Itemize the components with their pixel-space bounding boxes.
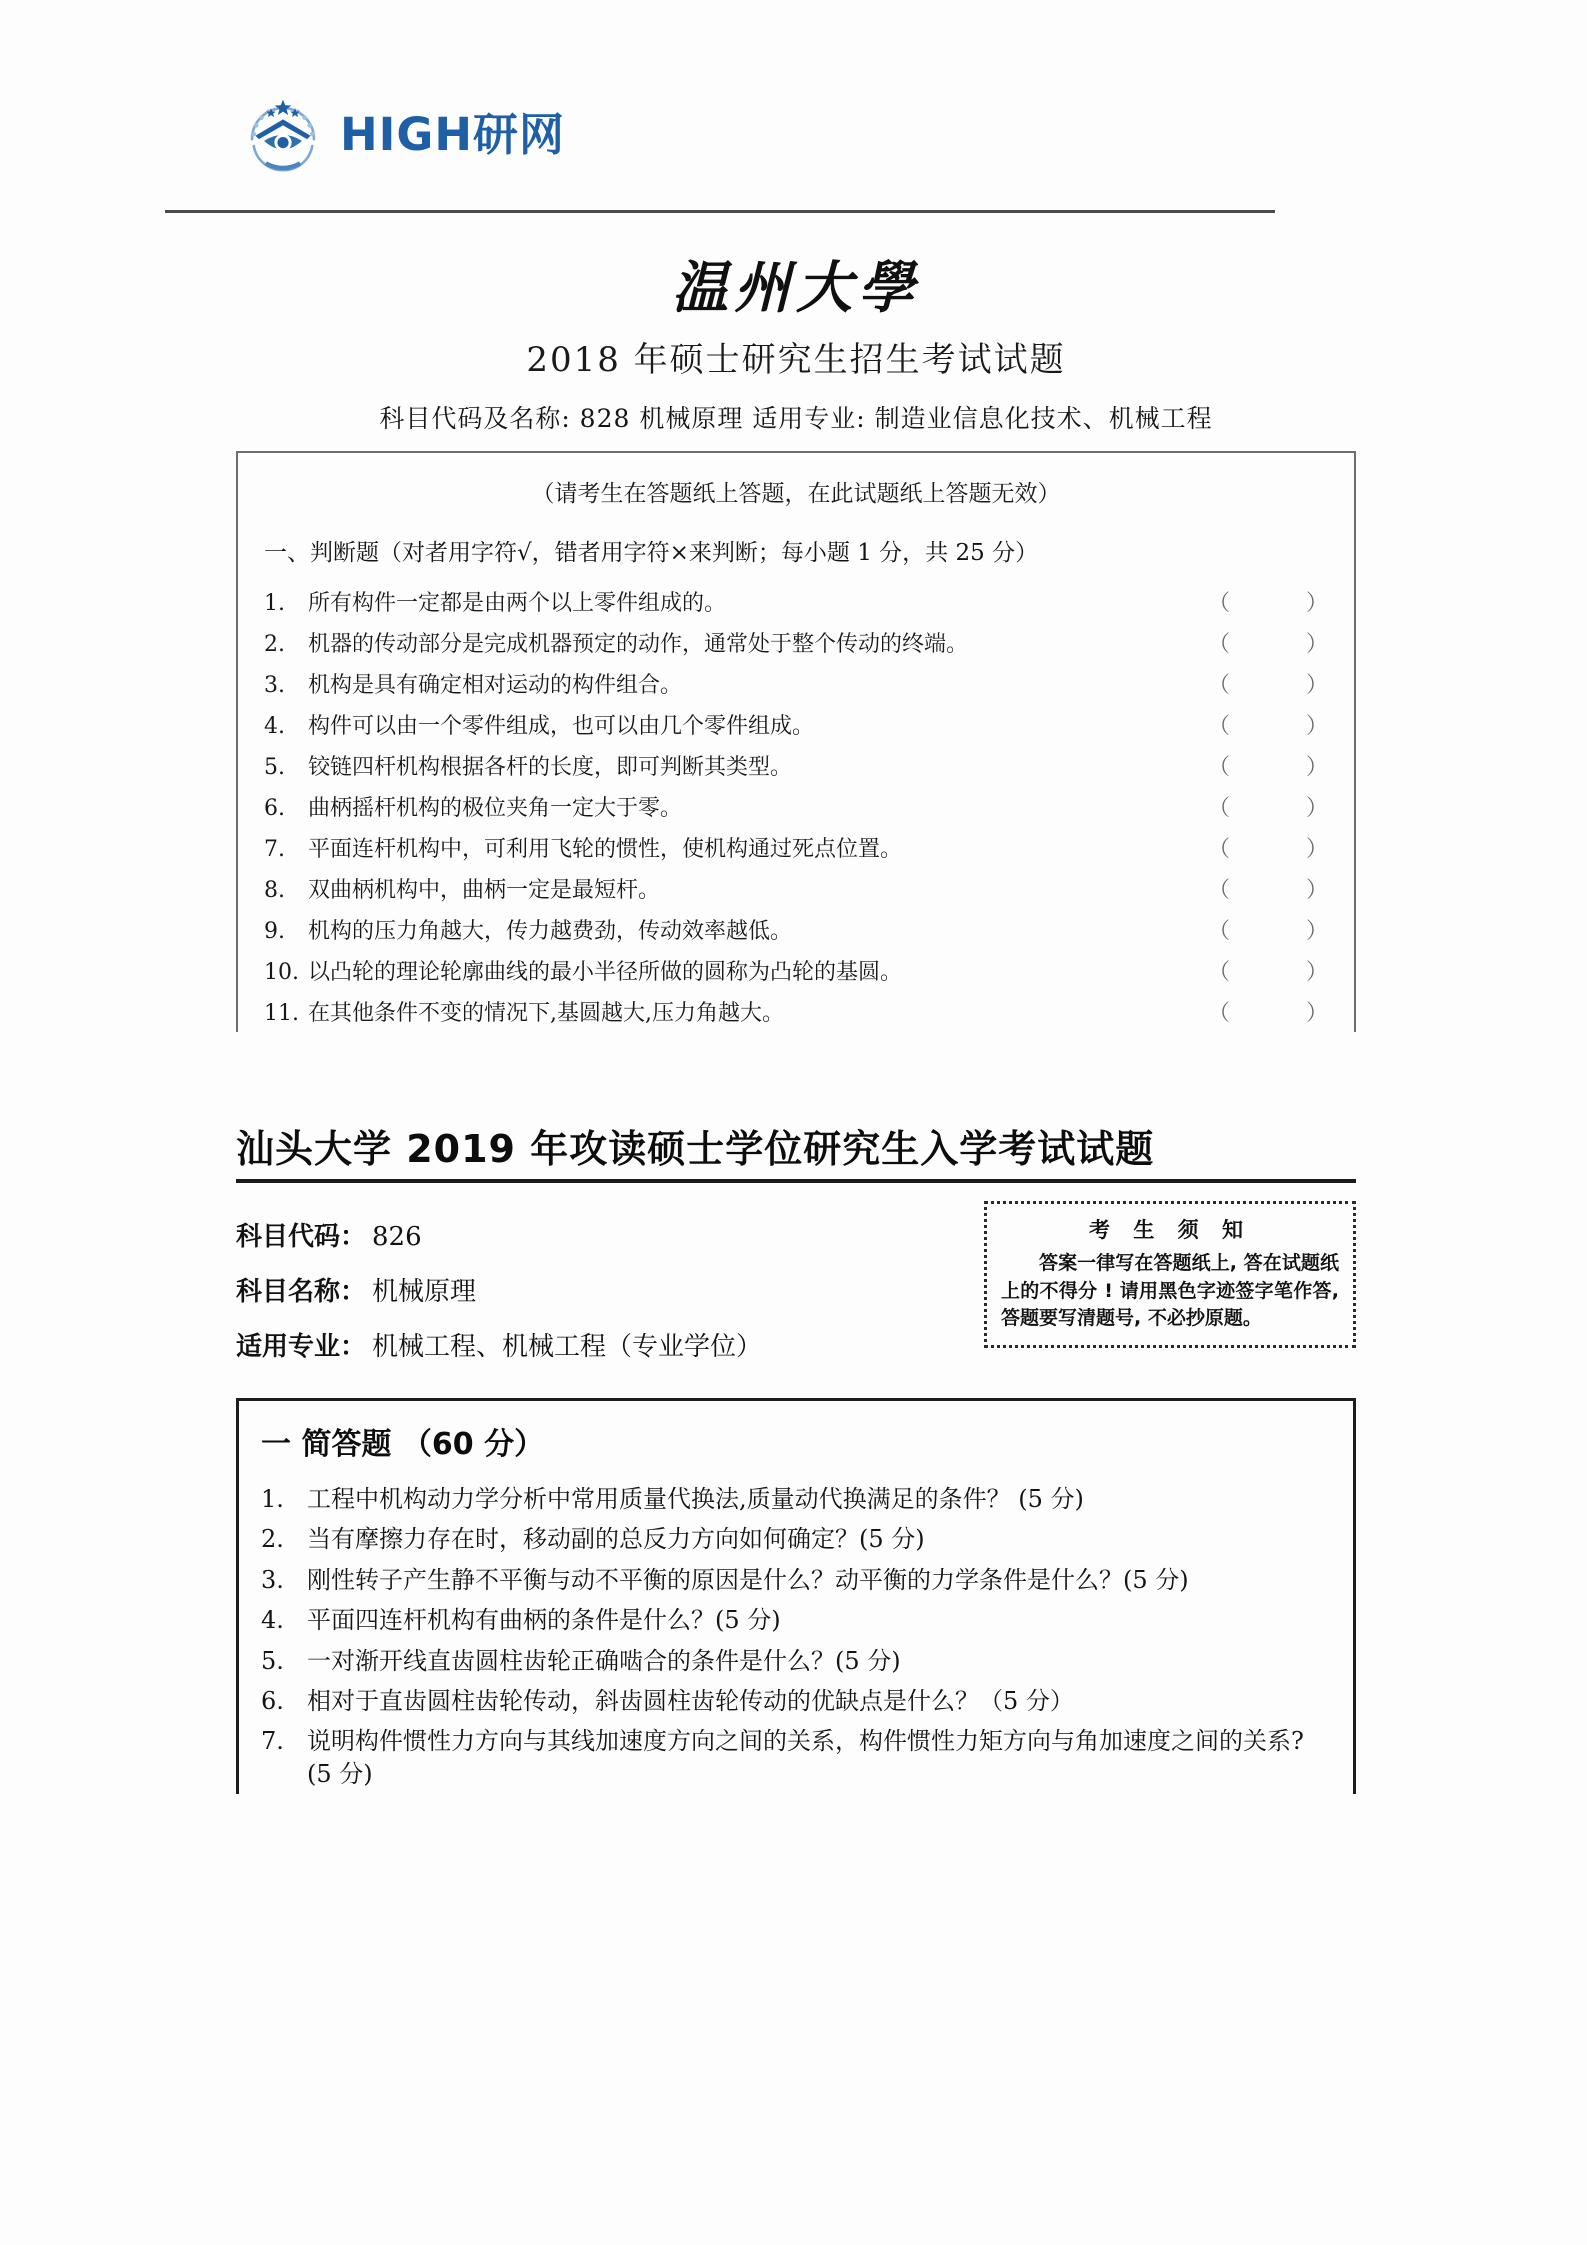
question-text: 双曲柄机构中，曲柄一定是最短杆。 (308, 877, 661, 903)
answer-blank[interactable] (1208, 955, 1328, 986)
graduation-eye-emblem-icon (240, 91, 326, 177)
question-number: 3. (261, 1565, 284, 1594)
paren-close: ） (1305, 672, 1328, 698)
question-number: 4. (261, 1606, 284, 1635)
short-answer-frame (236, 1398, 1356, 1794)
question-text: 平面连杆机构中，可利用飞轮的惯性，使机构通过死点位置。 (308, 836, 903, 862)
paren-close: ） (1305, 836, 1328, 862)
list-item (261, 1600, 1331, 1640)
site-logo[interactable] (240, 88, 1340, 180)
list-item (264, 622, 1328, 663)
answer-blank[interactable] (1208, 586, 1328, 617)
question-number: 11. (264, 1000, 299, 1026)
question-number: 5. (261, 1646, 284, 1675)
paren-close: ） (1305, 590, 1328, 616)
answer-blank[interactable] (1208, 709, 1328, 740)
question-text: 机构的压力角越大，传力越费劲，传动效率越低。 (308, 918, 793, 944)
question-text: 以凸轮的理论轮廓曲线的最小半径所做的圆称为凸轮的基圆。 (308, 959, 903, 985)
paren-open: （ (1208, 918, 1231, 944)
meta-label: 科目代码： (236, 1222, 367, 1252)
question-text: 机器的传动部分是完成机器预定的动作，通常处于整个传动的终端。 (308, 631, 969, 657)
paren-close: ） (1305, 713, 1328, 739)
paren-close: ） (1305, 795, 1328, 821)
question-number: 2. (264, 631, 285, 657)
paren-close: ） (1305, 631, 1328, 657)
list-item (264, 745, 1328, 786)
answer-blank[interactable] (1208, 791, 1328, 822)
answer-blank[interactable] (1208, 832, 1328, 863)
question-number: 9. (264, 918, 285, 944)
list-item (264, 827, 1328, 868)
paren-close: ） (1305, 959, 1328, 985)
question-text: 机构是具有确定相对运动的构件组合。 (308, 672, 683, 698)
meta-value: 机械工程、机械工程（专业学位） (372, 1332, 763, 1362)
question-text: 在其他条件不变的情况下,基圆越大,压力角越大。 (308, 1000, 784, 1026)
paren-open: （ (1208, 672, 1231, 698)
paren-close: ） (1305, 877, 1328, 903)
section-heading-short-answer: 一 简答题 （60 分） (261, 1427, 545, 1462)
question-text: 工程中机构动力学分析中常用质量代换法,质量动代换满足的条件？ (5 分) (307, 1485, 1084, 1513)
meta-subject-name (236, 1262, 954, 1317)
list-item (261, 1479, 1331, 1519)
page-title: 汕头大学 2019 年攻读硕士学位研究生入学考试试题 (236, 1127, 1155, 1171)
question-number: 1. (261, 1485, 284, 1513)
university-name: 温州大學 (672, 255, 920, 321)
list-item (261, 1681, 1331, 1721)
question-text: 一对渐开线直齿圆柱齿轮正确啮合的条件是什么？(5 分) (307, 1646, 901, 1675)
question-text: 构件可以由一个零件组成，也可以由几个零件组成。 (308, 713, 815, 739)
meta-label: 科目名称： (236, 1277, 367, 1307)
question-number: 4. (264, 713, 285, 739)
meta-value: 机械原理 (372, 1277, 477, 1307)
list-item (261, 1519, 1331, 1559)
list-item (264, 786, 1328, 827)
question-number: 3. (264, 672, 285, 698)
list-item (264, 868, 1328, 909)
question-text: 曲柄摇杆机构的极位夹角一定大于零。 (308, 795, 683, 821)
question-number: 1. (264, 590, 285, 616)
question-text: 铰链四杆机构根据各杆的长度，即可判断其类型。 (308, 754, 793, 780)
exam-meta-row (236, 1201, 1356, 1372)
question-text: 相对于直齿圆柱齿轮传动，斜齿圆柱齿轮传动的优缺点是什么？（5 分） (307, 1686, 1074, 1715)
site-header (240, 88, 1340, 218)
section-heading-true-false: 一、判断题（对者用字符√，错者用字符×来判断；每小题 1 分，共 25 分） (264, 539, 1039, 566)
question-number: 2. (261, 1525, 284, 1554)
paren-close: ） (1305, 754, 1328, 780)
paren-open: （ (1208, 713, 1231, 739)
paren-open: （ (1208, 877, 1231, 903)
subject-code-line: 科目代码及名称: 828 机械原理 适用专业: 制造业信息化技术、机械工程 (379, 403, 1213, 433)
list-item (264, 909, 1328, 950)
paren-open: （ (1208, 795, 1231, 821)
shantou-exam-paper (236, 1118, 1356, 1794)
question-text: 当有摩擦力存在时，移动副的总反力方向如何确定？(5 分) (307, 1525, 925, 1554)
exam-content-frame (236, 451, 1356, 1032)
title-divider (236, 1179, 1356, 1183)
notice-body: 答案一律写在答题纸上, 答在试题纸上的不得分 ! 请用黑色字迹签字笔作答, 答题要写清题号, 不必抄原题。 (1001, 1252, 1339, 1330)
question-number: 6. (261, 1686, 284, 1715)
wenzhou-exam-paper (236, 255, 1356, 1032)
meta-label: 适用专业： (236, 1332, 367, 1362)
question-number: 7. (261, 1727, 284, 1756)
question-number: 5. (264, 754, 285, 780)
list-item (264, 991, 1328, 1032)
question-text: 刚性转子产生静不平衡与动不平衡的原因是什么？动平衡的力学条件是什么？(5 分) (307, 1565, 1189, 1594)
answer-blank[interactable] (1208, 914, 1328, 945)
answer-blank[interactable] (1208, 627, 1328, 658)
question-number: 10. (264, 959, 299, 985)
answer-blank[interactable] (1208, 873, 1328, 904)
paren-close: ） (1305, 918, 1328, 944)
short-answer-question-list (261, 1479, 1331, 1794)
exam-title: 2018 年硕士研究生招生考试试题 (526, 339, 1066, 380)
paren-open: （ (1208, 836, 1231, 862)
header-divider (165, 210, 1275, 213)
candidate-notice-box (984, 1201, 1356, 1348)
question-number: 8. (264, 877, 285, 903)
site-logo-text: HIGH研网 (340, 107, 566, 161)
list-item (264, 663, 1328, 704)
answer-blank[interactable] (1208, 996, 1328, 1027)
subject-meta-block (236, 1201, 954, 1372)
question-text: 说明构件惯性力方向与其线加速度方向之间的关系，构件惯性力矩方向与角加速度之间的关系? (5 分) (307, 1727, 1304, 1788)
answer-blank[interactable] (1208, 668, 1328, 699)
question-text: 所有构件一定都是由两个以上零件组成的。 (308, 590, 727, 616)
meta-value: 826 (372, 1222, 422, 1252)
paren-open: （ (1208, 754, 1231, 780)
meta-subject-code (236, 1207, 954, 1262)
list-item (264, 704, 1328, 745)
list-item (264, 950, 1328, 991)
meta-applicable-major (236, 1317, 954, 1372)
paren-open: （ (1208, 959, 1231, 985)
list-item (264, 581, 1328, 622)
question-number: 6. (264, 795, 285, 821)
notice-title: 考 生 须 知 (1089, 1218, 1251, 1242)
answer-sheet-notice: （请考生在答题纸上答题，在此试题纸上答题无效） (531, 480, 1061, 507)
answer-blank[interactable] (1208, 750, 1328, 781)
true-false-question-list (264, 581, 1328, 1032)
list-item (261, 1721, 1331, 1794)
list-item (261, 1641, 1331, 1681)
question-number: 7. (264, 836, 285, 862)
paren-close: ） (1305, 1000, 1328, 1026)
list-item (261, 1560, 1331, 1600)
question-text: 平面四连杆机构有曲柄的条件是什么？(5 分) (307, 1606, 781, 1635)
paren-open: （ (1208, 631, 1231, 657)
paren-open: （ (1208, 1000, 1231, 1026)
paren-open: （ (1208, 590, 1231, 616)
